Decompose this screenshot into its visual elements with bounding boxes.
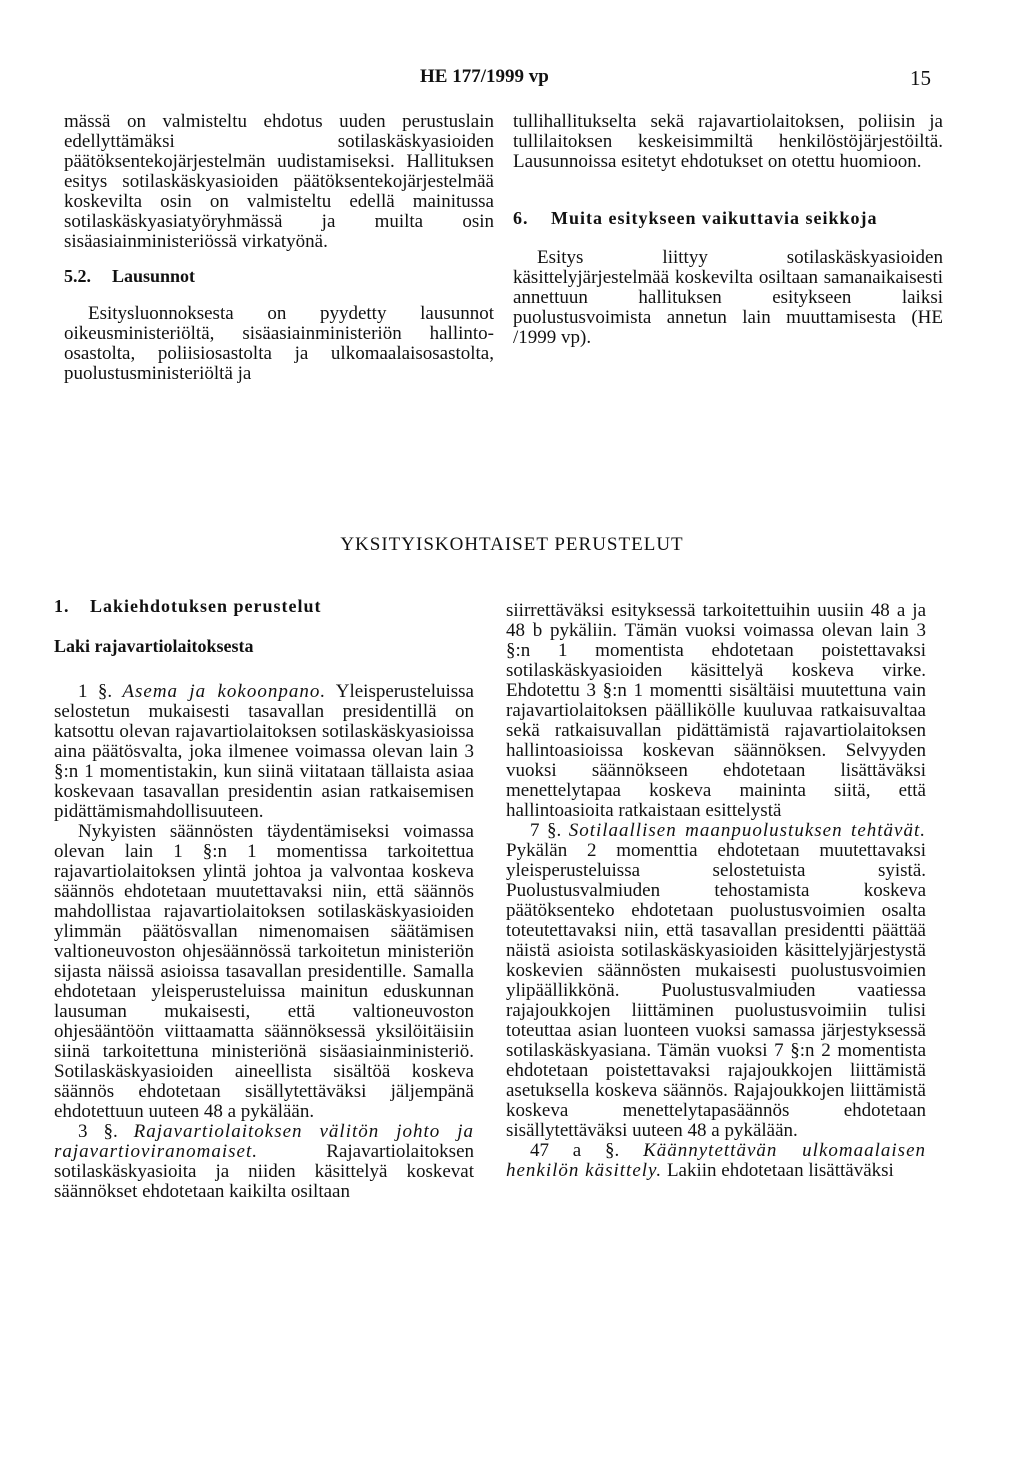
paragraph: Esitysluonnoksesta on pyydetty lausunnot oikeusministeriöltä, sisäasiainministeriön hallinto-osastolta, poliisiosastolta ja ulkomaalaisosastolta, puolustusministeriöltä ja [64,303,494,384]
chapter-title: Lakiehdotuksen perustelut [90,596,322,616]
section-title: Lausunnot [112,266,196,286]
lower-right-column [506,601,926,1181]
center-title: YKSITYISKOHTAISET PERUSTELUT [340,534,684,555]
section-heading: Asema ja kokoonpano. [122,681,327,702]
upper-right-column [513,112,943,348]
paragraph [54,1122,474,1202]
section-text: Lakiin ehdotetaan lisättäväksi [666,1160,894,1181]
section-text: Yleisperusteluissa selostetun mukaisesti tasavallan presidentillä on katsottu olevan rajavartiolaitoksen sotilaskäskyasioissa aina päätösvalta, joka ilmenee voimassa olevan lain 3 §:n 1 momentistakin, kun siinä viitataan tällaista asiaa koskevaan tasavallan presidentin asian ratkaisemisen pidättämismahdollisuuteen. [54,681,474,822]
section-heading: Käännytettävän ulkomaalaisen henkilön käsittely. [506,1140,926,1181]
section-ref: 7 §. [530,820,562,841]
paragraph: siirrettäväksi esityksessä tarkoitettuihin uusiin 48 a ja 48 b pykäliin. Tämän vuoksi voimassa olevan lain 3 §:n 1 momentista ehdotetaan poistettavaksi sotilaskäskyasioiden käsittelyä koskeva virke. Ehdotettu 3 §:n 1 momentti sisältäisi muutettuna vain rajavartiolaitoksen päällikölle kuuluvaa ratkaisuvaltaa sekä ratkaisuvallan pidättämistä rajavartiolaitoksen hallintoasioissa koskevan säännöksen. Selvyyden vuoksi säännökseen ehdotetaan lisättäväksi menettelytapaa koskeva maininta siitä, että hallintoasioita ratkaistaan esittelystä [506,600,926,821]
chapter-number: 1. [54,596,70,616]
paragraph [506,821,926,1141]
section-title: Muita esitykseen vaikuttavia seikkoja [551,208,878,228]
section-ref: 47 a §. [530,1140,620,1161]
paragraph: mässä on valmisteltu ehdotus uuden perustuslain edellyttämäksi sotilaskäskyasioiden päätöksentekojärjestelmän uudistamiseksi. Hallituksen esitys sotilaskäskyasioiden päätöksentekojärjestelmää koskevilta osin on valmisteltu edellä mainitussa sotilaskäskyasiatyöryhmässä ja muilta osin sisäasiainministeriössä virkatyönä. [64,111,494,252]
chapter-heading [54,596,474,616]
lower-left-column [54,596,474,1202]
section-heading: Sotilaallisen maanpuolustuksen tehtävät. [568,820,927,841]
section-text: Rajavartiolaitoksen sotilaskäskyasioita ja niiden käsittelyä koskevat säännökset ehdotetaan kaikilta osiltaan [54,1141,474,1202]
section-text: Pykälän 2 momenttia ehdotetaan muutettavaksi yleisperusteluissa selostetuista syistä. Puolustusvalmiuden tehostamista koskeva päätöksenteko ehdotetaan puolustusvoimien osalta toteutettavaksi niin, että tasavallan presidentti päättää näistä asioista sotilaskäskyasioiden käsittelyjärjestystä koskevien säännösten mukaisesti puolustusvoimien ylipäällikkönä. Puolustusvalmiuden vaatiessa rajajoukkojen liittäminen puolustusvoimiin tulisi toteuttaa asian luonteen vuoksi samassa järjestyksessä sotilaskäskyasiana. Tämän vuoksi 7 §:n 2 momentista ehdotetaan poistettavaksi rajajoukkojen liittämistä asetuksella koskeva säännös. Rajajoukkojen liittämistä koskeva menettelytapasäännös ehdotetaan sisällytettäväksi uuteen 48 a pykälään. [506,840,926,1141]
paragraph: tullihallitukselta sekä rajavartiolaitoksen, poliisin ja tullilaitoksen keskeisimmiltä henkilöstöjärjestöiltä. Lausunnoissa esitetyt ehdotukset on otettu huomioon. [513,111,943,172]
section-number: 5.2. [64,266,91,286]
section-number: 6. [513,208,529,228]
running-header: HE 177/1999 vp [420,66,549,87]
law-title: Laki rajavartiolaitoksesta [54,636,254,656]
section-ref: 3 §. [78,1121,118,1142]
section-heading-5-2 [64,266,494,286]
paragraph: Esitys liittyy sotilaskäskyasioiden käsittelyjärjestelmää koskevilta osiltaan samanaikaisesti annettuun hallituksen esitykseen laiksi puolustusvoimista annetun lain muuttamisesta (HE /1999 vp). [513,247,943,348]
section-ref: 1 §. [78,681,113,702]
page-number: 15 [910,66,931,90]
paragraph [506,1141,926,1181]
paragraph [54,682,474,822]
section-heading: Rajavartiolaitoksen välitön johto ja rajavartioviranomaiset. [54,1121,474,1162]
section-heading-6 [513,208,943,228]
paragraph: Nykyisten säännösten täydentämiseksi voimassa olevan lain 1 §:n 1 momentissa tarkoitettua rajavartiolaitoksen ylintä johtoa ja valvontaa koskeva säännös ehdotetaan muutettavaksi niin, että säännös mahdollistaa rajavartiolaitoksen sotilaskäskyasioiden ylimmän päätösvallan nimenomaisen säätämisen valtioneuvoston ohjesäännössä tarkoitetun ministeriön sijasta näissä asioissa tasavallan presidentille. Samalla ehdotetaan yleisperusteluissa mainitun eduskunnan lausuman mukaisesti, että valtioneuvoston ohjesääntöön viittaamatta säännöksessä yksilöitäisiin siinä tarkoitettuna ministeriönä sisäasiainministeriö. Sotilaskäskyasioiden aineellista sisältöä koskeva säännös ehdotetaan sisällytettäväksi jäljempänä ehdotettuun uuteen 48 a pykälään. [54,821,474,1122]
upper-left-column [64,112,494,384]
